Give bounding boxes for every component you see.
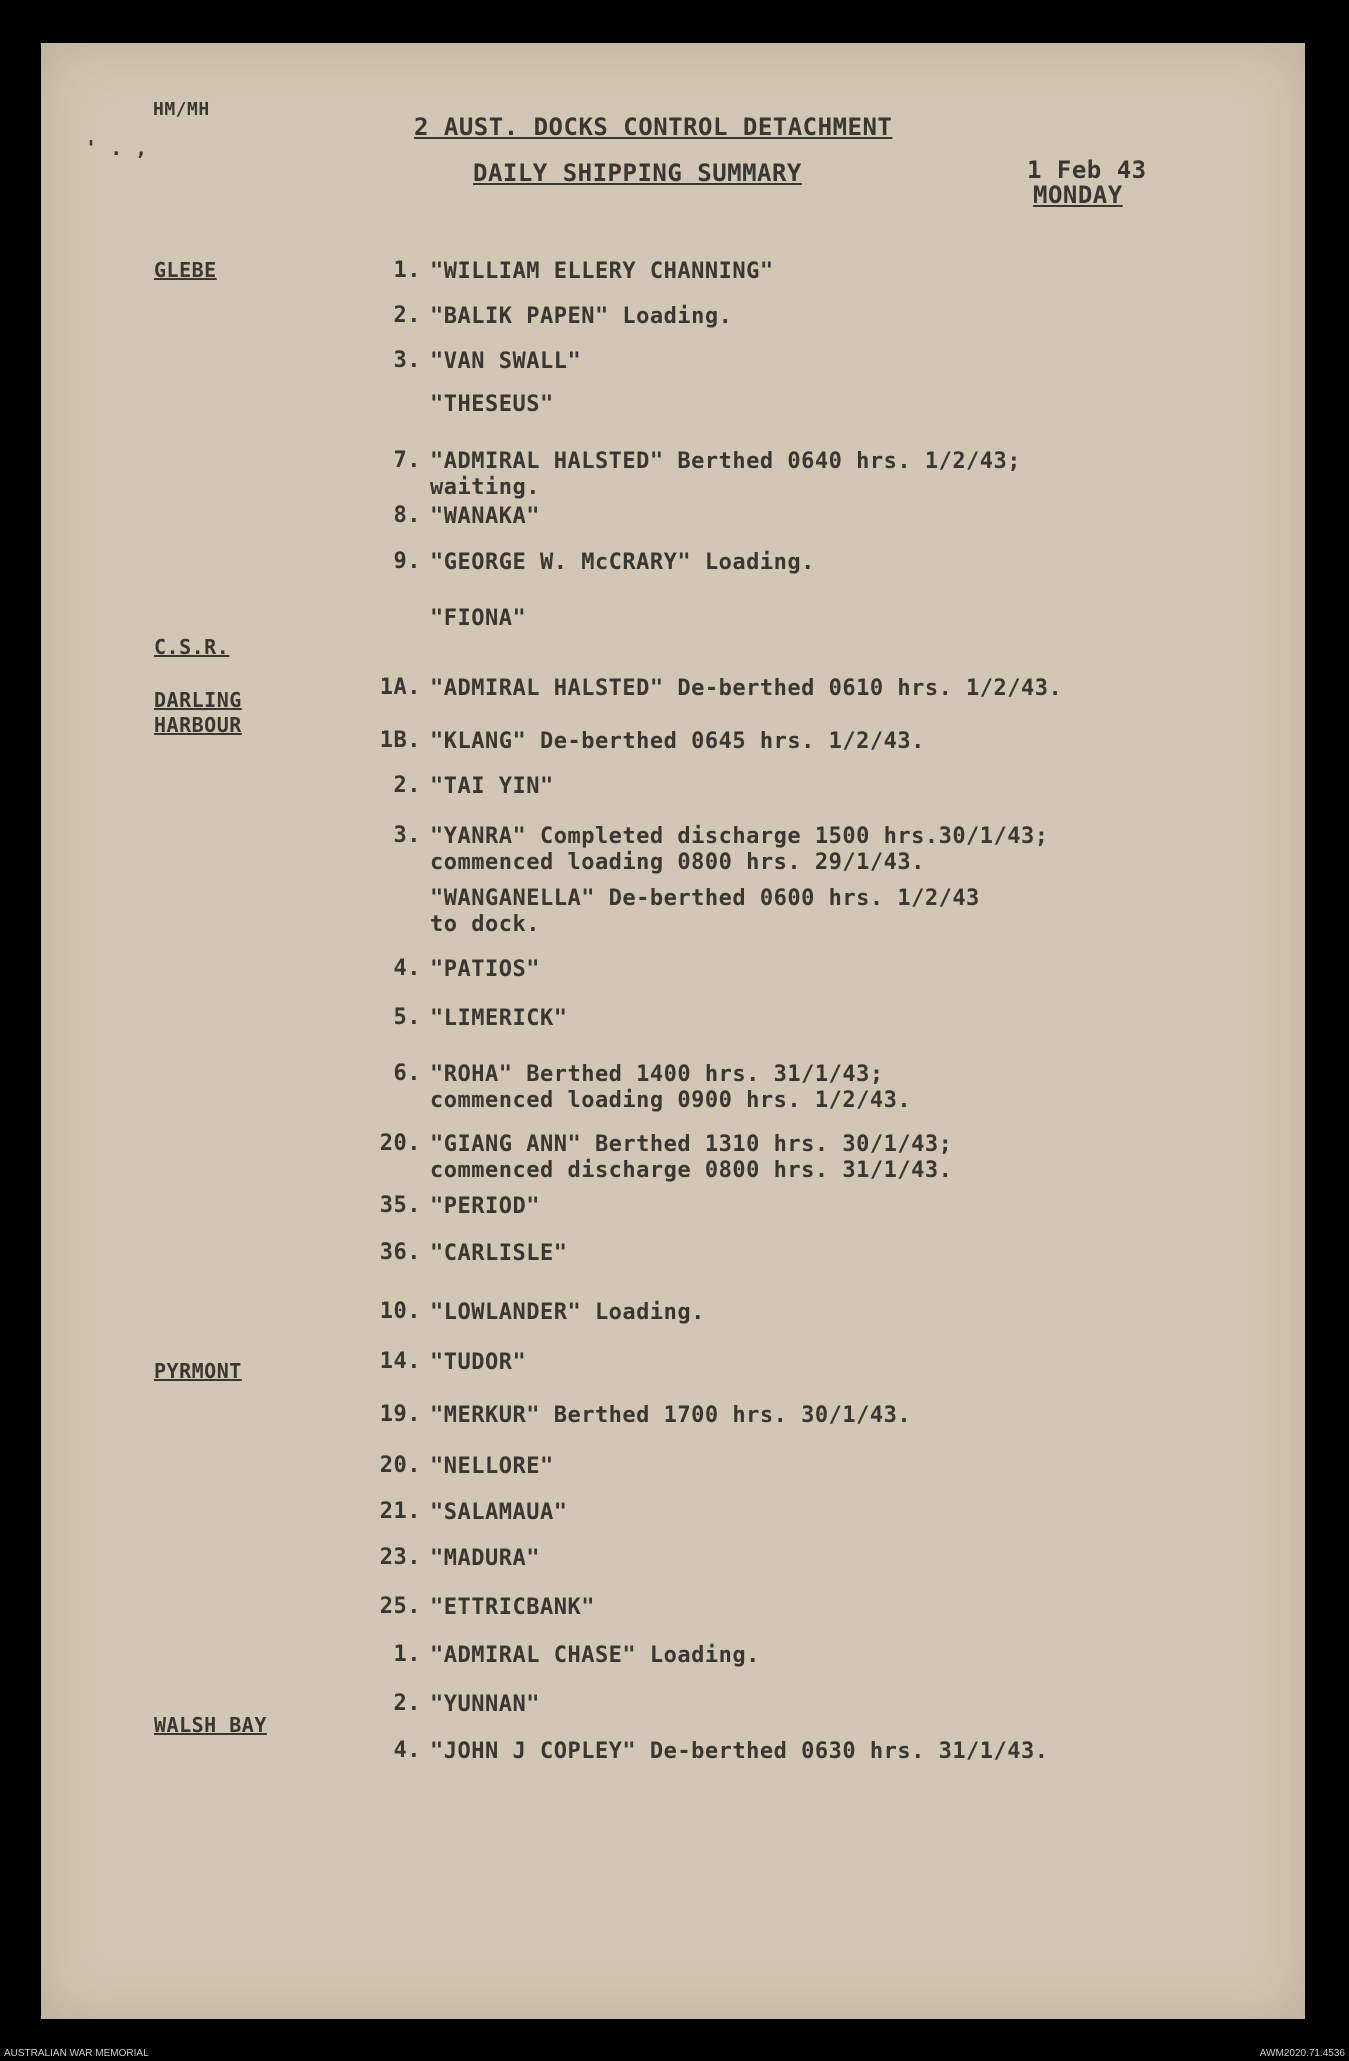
entry-number: 23. xyxy=(379,1545,421,1570)
document-subtitle: DAILY SHIPPING SUMMARY xyxy=(473,159,802,187)
entry-text: "BALIK PAPEN" Loading. xyxy=(430,304,733,329)
section-label: WALSH BAY xyxy=(154,1713,267,1737)
entry-number: 4. xyxy=(393,956,421,981)
entry-text-continued: commenced discharge 0800 hrs. 31/1/43. xyxy=(430,1158,953,1183)
entry-number: 1B. xyxy=(379,728,421,753)
reference-code: HM/MH xyxy=(153,99,210,120)
entry-text: "LOWLANDER" Loading. xyxy=(430,1300,705,1325)
entry-number: 35. xyxy=(379,1193,421,1218)
entry-text: "THESEUS" xyxy=(430,392,554,417)
document-day: MONDAY xyxy=(1033,181,1123,209)
entry-text: "YANRA" Completed discharge 1500 hrs.30/1/43; xyxy=(430,824,1049,849)
section-label: HARBOUR xyxy=(154,713,242,737)
entry-text: "ADMIRAL HALSTED" Berthed 0640 hrs. 1/2/43; xyxy=(430,449,1022,474)
entry-number: 2. xyxy=(393,1691,421,1716)
entry-text: "WANAKA" xyxy=(430,504,540,529)
entry-text: "GIANG ANN" Berthed 1310 hrs. 30/1/43; xyxy=(430,1132,953,1157)
entry-text: "CARLISLE" xyxy=(430,1241,568,1266)
entry-number: 4. xyxy=(393,1738,421,1763)
entry-number: 3. xyxy=(393,348,421,373)
entry-text: "ADMIRAL HALSTED" De-berthed 0610 hrs. 1/2/43. xyxy=(430,676,1063,701)
document-page xyxy=(41,43,1305,2019)
entry-number: 14. xyxy=(379,1349,421,1374)
section-label: DARLING xyxy=(154,688,242,712)
entry-text: "ETTRICBANK" xyxy=(430,1595,595,1620)
entry-number: 19. xyxy=(379,1402,421,1427)
entry-number: 8. xyxy=(393,503,421,528)
entry-text: "WILLIAM ELLERY CHANNING" xyxy=(430,259,774,284)
entry-text: "ROHA" Berthed 1400 hrs. 31/1/43; xyxy=(430,1062,884,1087)
entry-text: "TUDOR" xyxy=(430,1350,527,1375)
entry-text: "ADMIRAL CHASE" Loading. xyxy=(430,1643,760,1668)
entry-number: 20. xyxy=(379,1131,421,1156)
entry-number: 3. xyxy=(393,823,421,848)
entry-number: 2. xyxy=(393,773,421,798)
document-date: 1 Feb 43 xyxy=(1027,156,1147,184)
section-label: PYRMONT xyxy=(154,1359,242,1383)
entry-text: "KLANG" De-berthed 0645 hrs. 1/2/43. xyxy=(430,729,925,754)
entry-text: "JOHN J COPLEY" De-berthed 0630 hrs. 31/1/43. xyxy=(430,1739,1049,1764)
entry-text-continued: waiting. xyxy=(430,475,540,500)
stray-marks: ' . , xyxy=(85,136,148,160)
entry-text: "PERIOD" xyxy=(430,1194,540,1219)
section-label: GLEBE xyxy=(154,258,217,282)
entry-text: "VAN SWALL" xyxy=(430,349,582,374)
entry-text: "PATIOS" xyxy=(430,957,540,982)
section-label: C.S.R. xyxy=(154,635,230,659)
entry-number: 20. xyxy=(379,1453,421,1478)
entry-number: 21. xyxy=(379,1499,421,1524)
entry-text: "SALAMAUA" xyxy=(430,1500,568,1525)
footer-institution: AUSTRALIAN WAR MEMORIAL xyxy=(4,2048,149,2059)
entry-number: 2. xyxy=(393,303,421,328)
entry-number: 9. xyxy=(393,549,421,574)
entry-number: 1A. xyxy=(379,675,421,700)
entry-number: 1. xyxy=(393,1642,421,1667)
entry-number: 36. xyxy=(379,1240,421,1265)
entry-number: 6. xyxy=(393,1061,421,1086)
entry-text: "LIMERICK" xyxy=(430,1006,568,1031)
entry-text: "MADURA" xyxy=(430,1546,540,1571)
entry-text: "NELLORE" xyxy=(430,1454,554,1479)
entry-text-continued: to dock. xyxy=(430,912,540,937)
entry-text: "FIONA" xyxy=(430,606,527,631)
entry-text: "MERKUR" Berthed 1700 hrs. 30/1/43. xyxy=(430,1403,912,1428)
entry-number: 10. xyxy=(379,1299,421,1324)
entry-number: 1. xyxy=(393,258,421,283)
entry-text: "YUNNAN" xyxy=(430,1692,540,1717)
document-title: 2 AUST. DOCKS CONTROL DETACHMENT xyxy=(414,113,893,141)
entry-number: 7. xyxy=(393,448,421,473)
entry-text-continued: commenced loading 0900 hrs. 1/2/43. xyxy=(430,1088,912,1113)
entry-number: 5. xyxy=(393,1005,421,1030)
entry-number: 25. xyxy=(379,1594,421,1619)
entry-text-continued: commenced loading 0800 hrs. 29/1/43. xyxy=(430,850,925,875)
footer-accession: AWM2020.71.4536 xyxy=(1259,2048,1345,2059)
entry-text: "TAI YIN" xyxy=(430,774,554,799)
entry-text: "WANGANELLA" De-berthed 0600 hrs. 1/2/43 xyxy=(430,886,980,911)
entry-text: "GEORGE W. McCRARY" Loading. xyxy=(430,550,815,575)
